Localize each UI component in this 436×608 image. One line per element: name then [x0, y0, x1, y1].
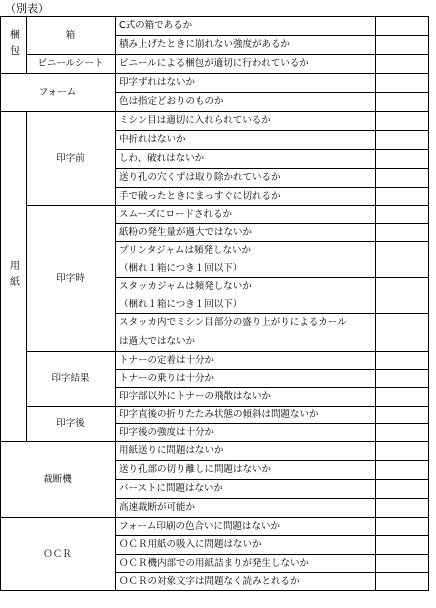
- subgroup-label-vinyl-sheet: ビニールシート: [37, 58, 104, 69]
- row-divider: [0, 111, 429, 112]
- check-item: トナーの定着は十分か: [119, 354, 215, 366]
- group-label-paper: 用紙: [7, 260, 19, 292]
- check-item: 高速裁断が可能か: [119, 502, 196, 513]
- row-divider: [115, 535, 429, 536]
- row-divider: [26, 406, 429, 407]
- row-divider: [26, 205, 429, 206]
- row-divider: [115, 479, 429, 480]
- row-divider: [115, 149, 429, 150]
- check-item: 送り孔の穴くずは取り除かれているか: [119, 172, 281, 183]
- table-border: [0, 16, 429, 17]
- check-item: バーストに問題はないか: [119, 483, 224, 494]
- row-divider: [115, 130, 429, 131]
- table-border: [0, 16, 1, 591]
- subgroup-label-during-printing: 印字時: [56, 272, 85, 284]
- check-item: 色は指定どおりのものか: [119, 96, 224, 107]
- row-divider: [115, 423, 429, 424]
- check-item: C式の箱であるか: [119, 20, 193, 31]
- row-divider: [115, 554, 429, 555]
- check-item: スタッカ内でミシン目部分の盛り上がりによるカール: [119, 317, 347, 328]
- row-divider: [26, 351, 429, 352]
- check-item: 紙粉の発生量が過大ではないか: [119, 226, 253, 238]
- check-item: スムーズにロードされるか: [119, 208, 233, 220]
- check-item: 印字直後の折りたたみ状態の傾斜は問題ないか: [119, 409, 319, 420]
- column-divider: [375, 16, 376, 591]
- check-item: 積み上げたときに崩れない強度があるか: [119, 39, 291, 50]
- table-border: [428, 16, 429, 591]
- check-item: 印字部以外にトナーの飛散はないか: [119, 391, 272, 402]
- check-item: 印字ずれはないか: [119, 77, 196, 88]
- check-item-note: （梱れ１箱につき１回以下）: [119, 262, 243, 274]
- check-item: 送り孔部の切り離しに問題はないか: [119, 464, 272, 475]
- check-item: ＯＣＲ機内部での用紙詰まりが発生しないか: [119, 557, 310, 569]
- check-item: スタッカジャムは頻発しないか: [119, 280, 252, 292]
- row-divider: [115, 572, 429, 573]
- check-item: フォーム印刷の色合いに問題はないか: [119, 520, 281, 532]
- column-divider: [26, 16, 27, 73]
- check-item: 手で破ったときにまっすぐに切れるか: [119, 190, 281, 202]
- check-item-continued: は過大ではないか: [119, 336, 196, 347]
- check-item: しわ、破れはないか: [119, 153, 205, 164]
- check-item: 中折れはないか: [119, 134, 186, 145]
- row-divider: [0, 517, 429, 518]
- row-divider: [115, 313, 429, 314]
- check-item: 用紙送りに問題はないか: [119, 445, 224, 456]
- check-item: 印字後の強度は十分か: [119, 426, 215, 438]
- row-divider: [0, 73, 429, 74]
- row-divider: [115, 92, 429, 93]
- group-label-form: フォーム: [38, 86, 77, 98]
- group-label-cutter: 裁断機: [43, 473, 72, 485]
- check-item: ＯＣＲの対象文字は問題なく読みとれるか: [119, 576, 300, 587]
- subgroup-label-after-printing: 印字後: [56, 418, 85, 429]
- check-item: ミシン目は適切に入れられているか: [119, 115, 271, 126]
- row-divider: [115, 460, 429, 461]
- check-item-note: （梱れ１箱につき１回以下）: [119, 298, 243, 310]
- column-divider: [115, 16, 116, 591]
- subgroup-label-box: 箱: [65, 29, 76, 41]
- row-divider: [115, 498, 429, 499]
- check-item: トナーの乗りは十分か: [119, 372, 215, 384]
- row-divider: [115, 241, 429, 242]
- column-divider: [26, 111, 27, 441]
- row-divider: [115, 223, 429, 224]
- check-item: ＯＣＲ用紙の吸入に問題はないか: [119, 539, 262, 550]
- row-divider: [115, 187, 429, 188]
- row-divider: [115, 369, 429, 370]
- row-divider: [115, 35, 429, 36]
- check-item: プリンタジャムは頻発しないか: [119, 244, 252, 256]
- table-border: [0, 590, 429, 591]
- row-divider: [0, 441, 429, 442]
- subgroup-label-print-result: 印字結果: [51, 373, 90, 384]
- row-divider: [115, 387, 429, 388]
- row-divider: [115, 168, 429, 169]
- group-label-ocr: ＯＣＲ: [43, 548, 72, 560]
- table-caption: （別表）: [5, 2, 49, 15]
- row-divider: [115, 277, 429, 278]
- subgroup-label-before-printing: 印字前: [56, 152, 85, 164]
- row-divider: [26, 54, 429, 55]
- check-item: ビニールによる梱包が適切に行われているか: [119, 58, 309, 69]
- group-label-packaging: 梱包: [7, 28, 19, 61]
